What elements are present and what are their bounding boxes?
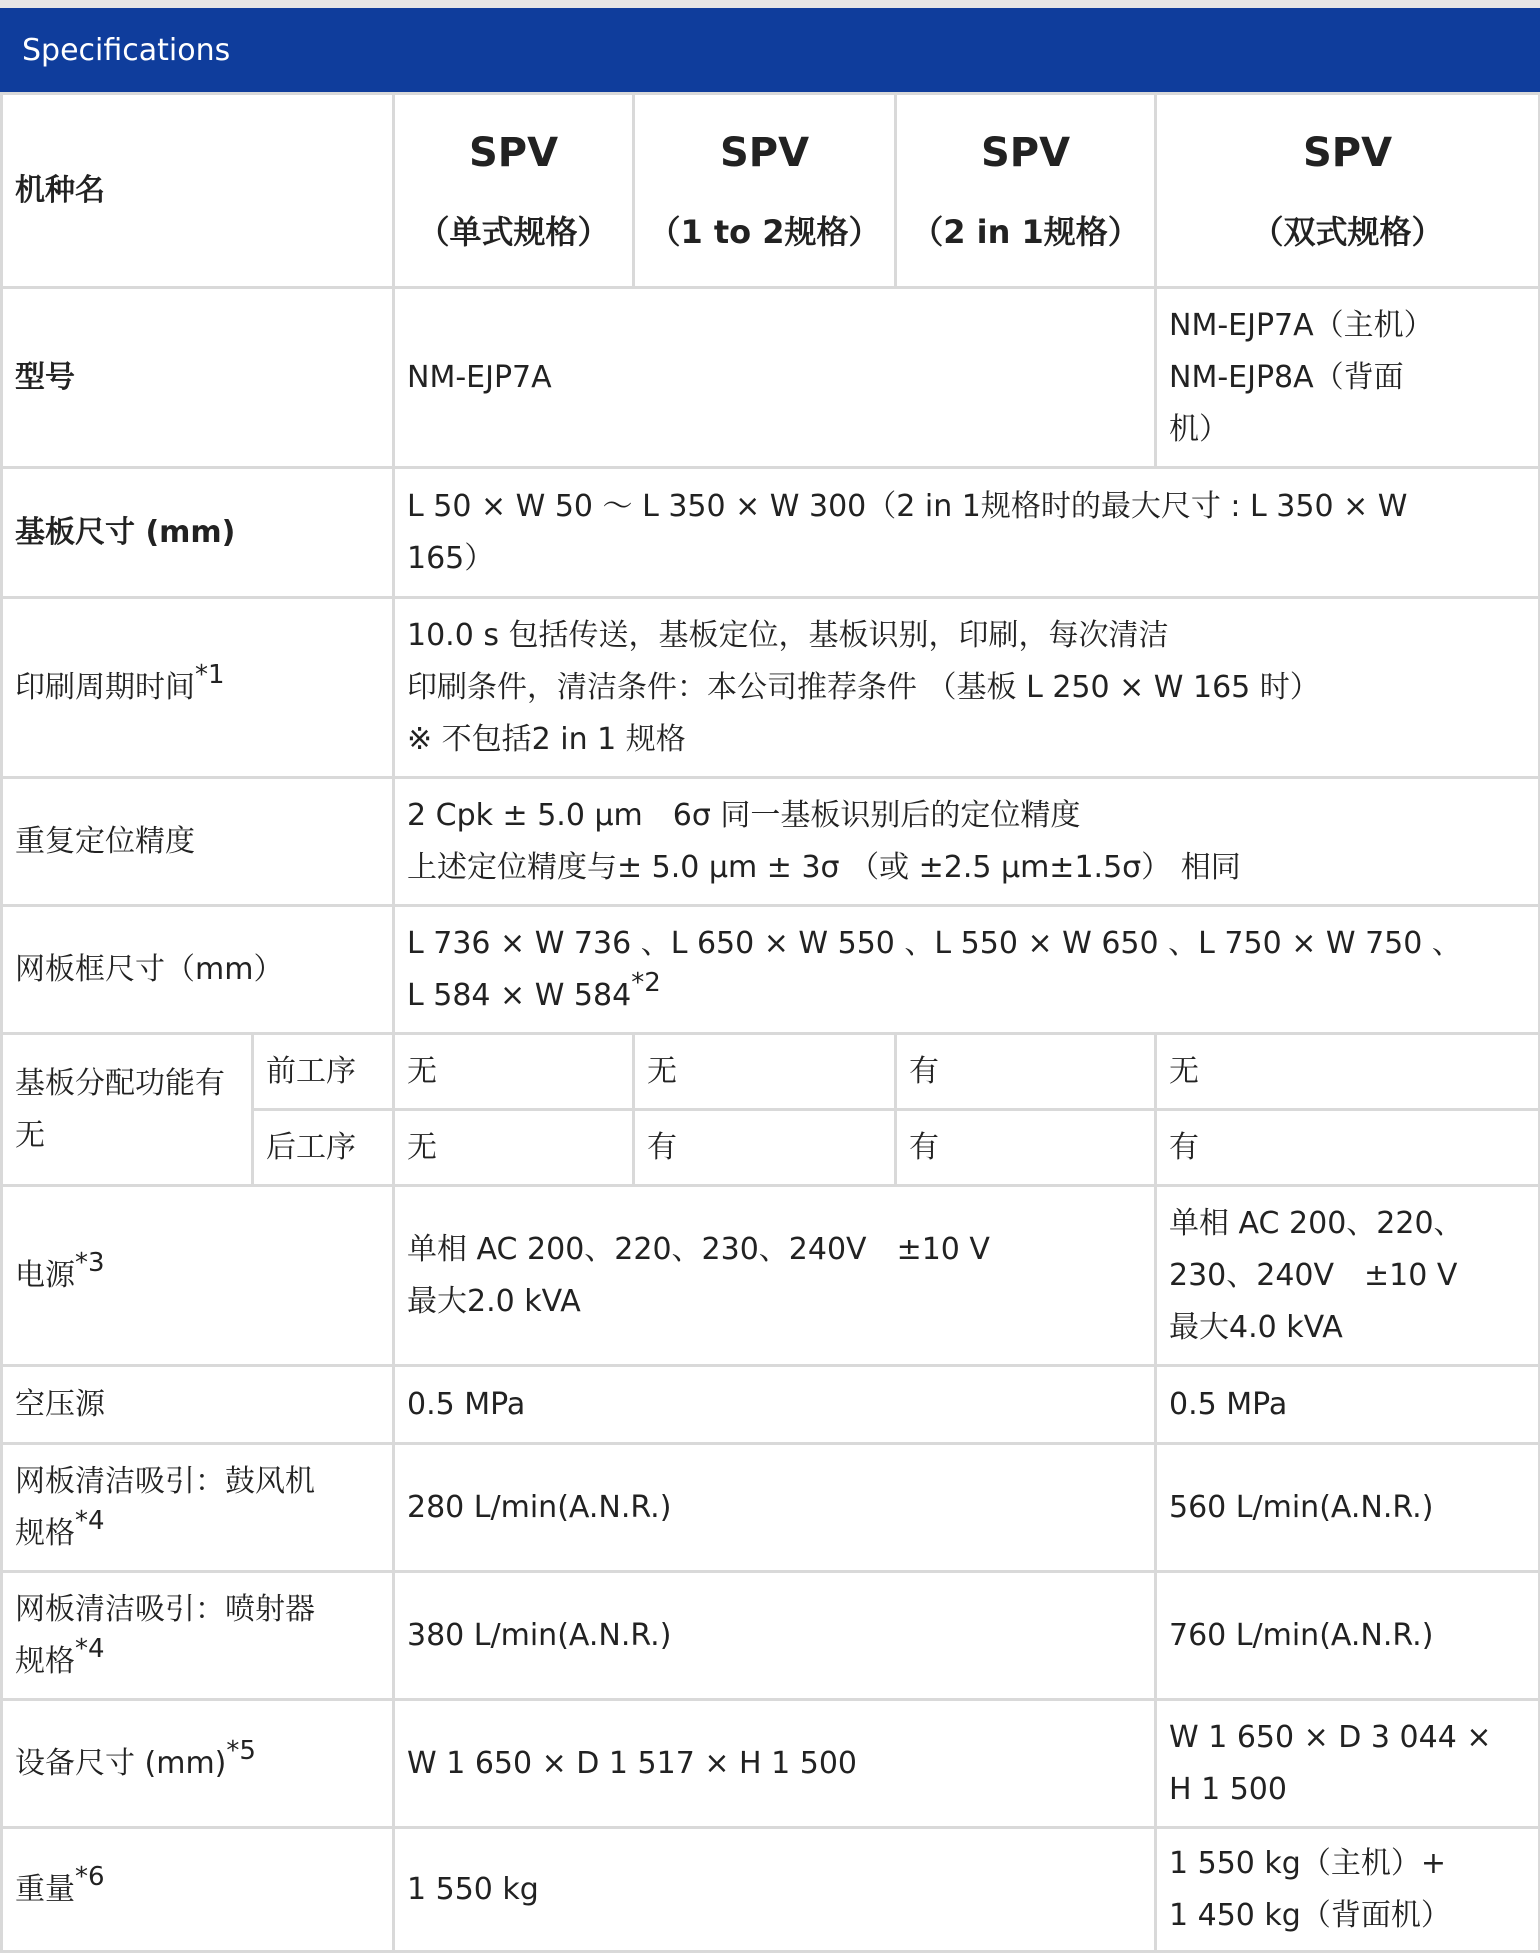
cycle-time-label [2,598,394,778]
dimensions-row [2,1700,1540,1828]
header-col-dual [1156,94,1540,288]
power-single-line: 最大2.0 kVA [407,1283,581,1319]
distribution-label: 基板分配功能有无 [2,1034,253,1186]
frame-size-row [2,906,1540,1034]
header-col-sub: （单式规格） [417,212,610,251]
dimensions-single-value: W 1 650 × D 1 517 × H 1 500 [394,1700,1156,1828]
blower-label-line-2 [15,1505,380,1560]
model-dual-value [1156,288,1540,468]
cycle-time-label-text: 印刷周期时间 [15,669,195,705]
spec-table [0,92,1540,1953]
air-row [2,1366,1540,1444]
distribution-front-1to2: 无 [634,1034,896,1110]
header-col-sub: （1 to 2规格） [648,212,881,251]
header-col-name: SPV [719,129,810,176]
header-col-name: SPV [1302,129,1393,176]
weight-dual-line: 1 450 kg（背面机） [1169,1897,1451,1933]
ejector-row [2,1572,1540,1700]
header-col-single [394,94,634,288]
distribution-rear-2in1: 有 [896,1110,1156,1186]
power-label-text: 电源 [15,1257,75,1293]
air-single-value: 0.5 MPa [394,1366,1156,1444]
footnote-marker: *1 [195,659,225,690]
repeat-accuracy-label: 重复定位精度 [2,778,394,906]
blower-row [2,1444,1540,1572]
header-col-name: SPV [980,129,1071,176]
header-label: 机种名 [2,94,394,288]
repeat-accuracy-row [2,778,1540,906]
model-single-value: NM-EJP7A [394,288,1156,468]
cycle-time-line: 10.0 s 包括传送，基板定位，基板识别，印刷，每次清洁 [407,617,1169,653]
repeat-accuracy-line: 2 Cpk ± 5.0 μm 6σ 同一基板识别后的定位精度 [407,797,1081,833]
power-label [2,1186,394,1366]
distribution-rear-label: 后工序 [253,1110,394,1186]
header-col-2in1 [896,94,1156,288]
specifications-title-bar [0,8,1540,92]
blower-label-line: 网板清洁吸引：鼓风机 [15,1463,315,1499]
model-dual-line: NM-EJP8A（背面 [1169,359,1404,395]
model-dual-line: NM-EJP7A（主机） [1169,307,1434,343]
frame-size-line-2 [407,967,1526,1022]
frame-size-line-text: L 584 × W 584 [407,977,632,1013]
footnote-marker: *2 [631,967,661,998]
footnote-marker: *4 [75,1505,105,1536]
cycle-time-value [394,598,1540,778]
board-size-label: 基板尺寸 (mm) [2,468,394,598]
distribution-front-dual: 无 [1156,1034,1540,1110]
model-row [2,288,1540,468]
dimensions-label-text: 设备尺寸 (mm) [15,1745,227,1781]
blower-label [2,1444,394,1572]
cycle-time-line: ※ 不包括2 in 1 规格 [407,721,686,757]
distribution-front-single: 无 [394,1034,634,1110]
dimensions-dual-line: H 1 500 [1169,1771,1287,1807]
power-single-value [394,1186,1156,1366]
footnote-marker: *3 [75,1247,105,1278]
header-col-sub: （2 in 1规格） [911,212,1140,251]
power-dual-line: 单相 AC 200、220、 [1169,1205,1464,1241]
weight-dual-line: 1 550 kg（主机）+ [1169,1845,1446,1881]
header-col-1to2 [634,94,896,288]
header-col-sub: （双式规格） [1251,212,1444,251]
ejector-dual-value: 760 L/min(A.N.R.) [1156,1572,1540,1700]
cycle-time-line: 印刷条件，清洁条件：本公司推荐条件 （基板 L 250 × W 165 时） [407,669,1320,705]
distribution-front-2in1: 有 [896,1034,1156,1110]
footnote-marker: *5 [226,1735,256,1766]
header-col-name: SPV [468,129,559,176]
ejector-label-line: 网板清洁吸引：喷射器 [15,1591,315,1627]
blower-dual-value: 560 L/min(A.N.R.) [1156,1444,1540,1572]
ejector-single-value: 380 L/min(A.N.R.) [394,1572,1156,1700]
distribution-rear-1to2: 有 [634,1110,896,1186]
distribution-rear-single: 无 [394,1110,634,1186]
power-dual-value [1156,1186,1540,1366]
board-size-row [2,468,1540,598]
cycle-time-row [2,598,1540,778]
model-label: 型号 [2,288,394,468]
section-title: Specifications [22,32,231,68]
blower-single-value: 280 L/min(A.N.R.) [394,1444,1156,1572]
weight-single-value: 1 550 kg [394,1828,1156,1952]
dimensions-dual-value [1156,1700,1540,1828]
board-size-value [394,468,1540,598]
model-dual-line: 机） [1169,411,1229,447]
power-single-line: 单相 AC 200、220、230、240V ±10 V [407,1231,990,1267]
blower-label-text: 规格 [15,1515,75,1551]
ejector-label-line-2 [15,1633,380,1688]
ejector-label [2,1572,394,1700]
ejector-label-text: 规格 [15,1643,75,1679]
power-dual-line: 最大4.0 kVA [1169,1309,1343,1345]
frame-size-line: L 736 × W 736 、L 650 × W 550 、L 550 × W 650 、L 750 × W 750 、 [407,925,1462,961]
repeat-accuracy-value [394,778,1540,906]
frame-size-value [394,906,1540,1034]
dimensions-label [2,1700,394,1828]
distribution-front-row [2,1034,1540,1110]
footnote-marker: *4 [75,1633,105,1664]
frame-size-label: 网板框尺寸（mm） [2,906,394,1034]
board-size-line: 165） [407,540,495,576]
weight-row [2,1828,1540,1952]
weight-label [2,1828,394,1952]
power-row [2,1186,1540,1366]
repeat-accuracy-line: 上述定位精度与± 5.0 μm ± 3σ （或 ±2.5 μm±1.5σ） 相同 [407,849,1241,885]
board-size-line: L 50 × W 50 ～ L 350 × W 300（2 in 1规格时的最大尺寸 : L 350 × W [407,488,1408,524]
weight-dual-value [1156,1828,1540,1952]
top-divider [0,0,1540,8]
distribution-front-label: 前工序 [253,1034,394,1110]
dimensions-dual-line: W 1 650 × D 3 044 × [1169,1719,1492,1755]
distribution-rear-dual: 有 [1156,1110,1540,1186]
air-dual-value: 0.5 MPa [1156,1366,1540,1444]
air-label: 空压源 [2,1366,394,1444]
footnote-marker: *6 [75,1861,105,1892]
weight-label-text: 重量 [15,1871,75,1907]
power-dual-line: 230、240V ±10 V [1169,1257,1458,1293]
header-row [2,94,1540,288]
